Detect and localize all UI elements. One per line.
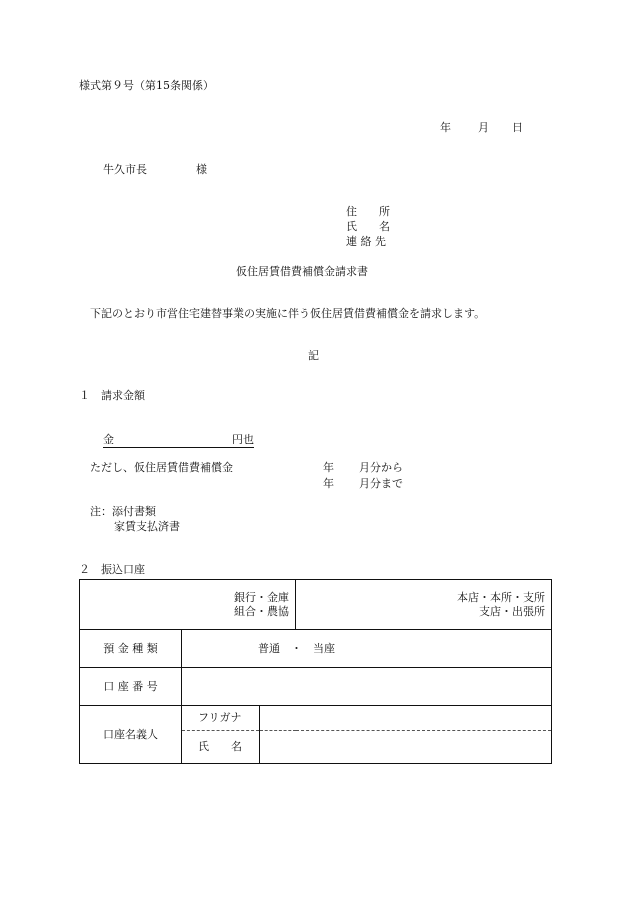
note-label: 注：添付書類: [90, 505, 156, 518]
period-to-year: 年: [323, 477, 334, 490]
period-from-month: 月分から: [359, 461, 403, 474]
date-year-label: 年: [440, 121, 451, 134]
bank-account-table: [79, 579, 552, 764]
date-month-label: 月: [478, 121, 489, 134]
ki-heading: 記: [308, 349, 319, 362]
account-holder-label: 口座名義人: [80, 706, 182, 764]
amount-suffix: 円也: [232, 433, 254, 446]
holder-name-label: 氏 名: [182, 731, 260, 764]
period-to-month: 月分まで: [359, 477, 403, 490]
period-from-year: 年: [323, 461, 334, 474]
section2-heading: ２ 振込口座: [79, 563, 145, 576]
bank-types-line1: 銀行・金庫: [234, 590, 290, 604]
note-item: 家賃支払済書: [114, 520, 180, 533]
section1-heading: １ 請求金額: [79, 389, 145, 402]
body-text: 下記のとおり市営住宅建替事業の実施に伴う仮住居賃借費補償金を請求します。: [90, 307, 486, 320]
holder-name-field[interactable]: [260, 731, 552, 764]
bank-name-cell[interactable]: [80, 580, 296, 630]
addressee-name: 牛久市長: [103, 163, 147, 176]
proviso-text: ただし、仮住居賃借費補償金: [90, 461, 233, 474]
furigana-label: フリガナ: [182, 706, 260, 731]
document-title: 仮住居賃借費補償金請求書: [236, 265, 368, 278]
deposit-type-value[interactable]: 普通 ・ 当座: [182, 630, 552, 668]
branch-types-line1: 本店・本所・支所: [457, 590, 546, 604]
branch-types-line2: 支店・出張所: [479, 604, 546, 618]
amount-line: [103, 433, 254, 448]
amount-prefix: 金: [103, 433, 114, 446]
applicant-address-label: 住 所: [346, 205, 390, 218]
applicant-name-label: 氏 名: [346, 220, 390, 233]
account-number-label: 口 座 番 号: [80, 668, 182, 706]
date-day-label: 日: [512, 121, 523, 134]
deposit-type-label: 預 金 種 類: [80, 630, 182, 668]
branch-name-cell[interactable]: [296, 580, 552, 630]
account-number-field[interactable]: [182, 668, 552, 706]
bank-types-line2: 組合・農協: [234, 604, 290, 618]
form-number: 様式第９号（第15条関係）: [79, 79, 214, 92]
furigana-field[interactable]: [260, 706, 552, 731]
applicant-contact-label: 連 絡 先: [346, 235, 386, 248]
addressee-honorific: 様: [196, 163, 207, 176]
